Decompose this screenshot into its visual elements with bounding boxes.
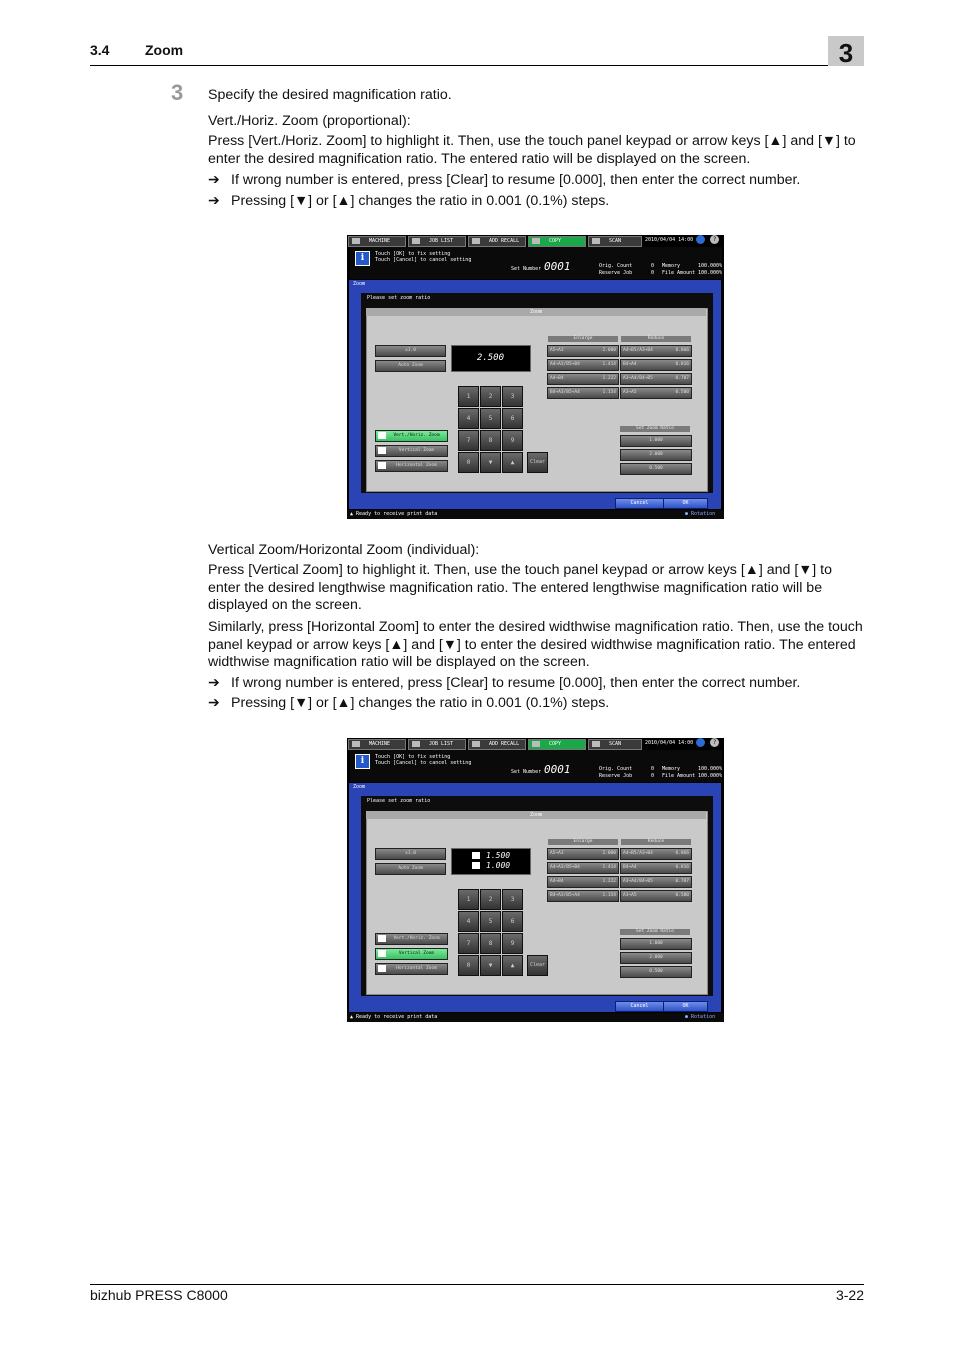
- message-line-1: Touch [OK] to fix setting: [375, 754, 451, 760]
- key-9[interactable]: 9: [502, 430, 523, 451]
- tab-copy[interactable]: COPY: [528, 739, 586, 750]
- status-text: ▲ Ready to receive print data: [350, 1014, 438, 1020]
- key-2[interactable]: 2: [480, 386, 501, 407]
- key-up-arrow[interactable]: ▲: [502, 955, 523, 976]
- enlarge-preset-4[interactable]: B4→A3/B5→A4 1.154: [547, 890, 619, 902]
- zoom-tab: Zoom: [353, 281, 366, 287]
- info-icon: i: [355, 754, 370, 769]
- reduce-preset-4[interactable]: A3→A5 0.500: [620, 890, 692, 902]
- header-rule: [90, 65, 864, 66]
- memory: 100.000%: [698, 766, 723, 772]
- ratio-value: 2.500: [476, 353, 504, 363]
- block2-paragraph-2: Similarly, press [Horizontal Zoom] to enter the desired widthwise magnification ratio. Then, use the touch panel keypad or arrow keys [▲] and [▼] to enter the desired widthwise magnification ratio. The entered widthwise magnification ratio will be displayed on the screen.: [208, 619, 863, 671]
- tab-add-recall[interactable]: ADD RECALL: [468, 739, 526, 750]
- tab-job-list[interactable]: JOB LIST: [408, 236, 466, 247]
- rotation-button[interactable]: ● Rotation: [685, 511, 716, 517]
- file-amount: 100.000%: [698, 773, 723, 779]
- arrow-icon: ➔: [208, 193, 220, 209]
- screenshot-proportional: [347, 235, 724, 519]
- horizontal-arrow-icon: [378, 965, 386, 972]
- reserve-job: 0: [651, 773, 655, 779]
- clear-button[interactable]: Clear: [527, 452, 548, 473]
- auto-zoom-button[interactable]: Auto Zoom: [375, 863, 446, 875]
- key-6[interactable]: 6: [502, 911, 523, 932]
- key-0[interactable]: 0: [458, 452, 479, 473]
- message-line-2: Touch [Cancel] to cancel setting: [375, 760, 472, 766]
- key-3[interactable]: 3: [502, 386, 523, 407]
- key-down-arrow[interactable]: ▼: [480, 452, 501, 473]
- vert-horiz-zoom-button[interactable]: Vert./Horiz. Zoom: [375, 933, 448, 945]
- tab-copy[interactable]: COPY: [528, 236, 586, 247]
- vertical-ratio-value: 1.500: [486, 851, 511, 860]
- footer-product: bizhub PRESS C8000: [90, 1287, 228, 1303]
- prompt: Please set zoom ratio: [367, 295, 431, 301]
- reduce-label: Reduce: [621, 839, 691, 845]
- orig-count-label: Orig. Count: [599, 766, 633, 772]
- block1-bullet-1: ➔ If wrong number is entered, press [Clear] to resume [0.000], then enter the correct number.: [208, 172, 801, 188]
- help-icon[interactable]: ?: [710, 738, 719, 747]
- key-5[interactable]: 5: [480, 408, 501, 429]
- orig-count: 0: [651, 766, 655, 772]
- clear-button[interactable]: Clear: [527, 955, 548, 976]
- panel-title: Zoom: [366, 308, 706, 316]
- reduce-preset-2[interactable]: B4→A4 0.816: [620, 359, 692, 371]
- key-4[interactable]: 4: [458, 911, 479, 932]
- set-number: 0001: [544, 763, 571, 776]
- enlarge-preset-3[interactable]: A4→B4 1.222: [547, 373, 619, 385]
- set-zoom-1[interactable]: 1.000: [620, 435, 692, 447]
- prompt: Please set zoom ratio: [367, 798, 431, 804]
- machine-icon: [352, 741, 360, 747]
- horizontal-arrow-icon: [472, 862, 480, 869]
- machine-icon: [352, 238, 360, 244]
- list-icon: [412, 741, 420, 747]
- enlarge-preset-1[interactable]: A5→A3 2.000: [547, 345, 619, 357]
- help-icon[interactable]: ?: [710, 235, 719, 244]
- set-zoom-1[interactable]: 1.000: [620, 938, 692, 950]
- ok-button[interactable]: OK: [663, 498, 708, 509]
- reduce-preset-1[interactable]: A4→B5/A3→B4 0.866: [620, 848, 692, 860]
- reduce-preset-3[interactable]: A3→A4/B4→B5 0.707: [620, 373, 692, 385]
- memory-label: Memory: [662, 263, 681, 269]
- memory: 100.000%: [698, 263, 723, 269]
- datetime: 2010/04/04 14:00: [645, 740, 694, 746]
- ratio-display: [451, 345, 531, 372]
- vert-horiz-icon: [378, 935, 386, 942]
- screenshot-individual: [347, 738, 724, 1022]
- file-amount-label: File Amount: [662, 773, 696, 779]
- vertical-arrow-icon: [378, 447, 386, 454]
- enlarge-preset-3[interactable]: A4→B4 1.222: [547, 876, 619, 888]
- vertical-zoom-button[interactable]: Vertical Zoom: [375, 948, 448, 960]
- key-8[interactable]: 8: [480, 933, 501, 954]
- key-8[interactable]: 8: [480, 430, 501, 451]
- auto-zoom-button[interactable]: Auto Zoom: [375, 360, 446, 372]
- ratio-display: [451, 848, 531, 875]
- tab-job-list[interactable]: JOB LIST: [408, 739, 466, 750]
- chapter-number: 3: [838, 38, 854, 68]
- horizontal-ratio-value: 1.000: [486, 861, 511, 870]
- message-line-2: Touch [Cancel] to cancel setting: [375, 257, 472, 263]
- vert-horiz-zoom-button[interactable]: Vert./Horiz. Zoom: [375, 430, 448, 442]
- reserve-job-label: Reserve Job: [599, 270, 633, 276]
- memory-label: Memory: [662, 766, 681, 772]
- set-zoom-3[interactable]: 0.500: [620, 463, 692, 475]
- set-zoom-ratio-label: Set Zoom Ratio: [620, 426, 690, 432]
- key-0[interactable]: 0: [458, 955, 479, 976]
- section-number: 3.4: [90, 42, 110, 58]
- orig-count-label: Orig. Count: [599, 263, 633, 269]
- arrow-icon: ➔: [208, 172, 220, 188]
- datetime: 2010/04/04 14:00: [645, 237, 694, 243]
- set-zoom-3[interactable]: 0.500: [620, 966, 692, 978]
- set-zoom-ratio-label: Set Zoom Ratio: [620, 929, 690, 935]
- globe-icon[interactable]: [696, 235, 705, 244]
- ok-button[interactable]: OK: [663, 1001, 708, 1012]
- list-icon: [412, 238, 420, 244]
- tab-add-recall[interactable]: ADD RECALL: [468, 236, 526, 247]
- key-9[interactable]: 9: [502, 933, 523, 954]
- block1-paragraph: Press [Vert./Horiz. Zoom] to highlight it. Then, use the touch panel keypad or arrow keys [▲] and [▼] to enter the desired magnification ratio. The entered ratio will be displayed on the screen.: [208, 133, 856, 167]
- set-number: 0001: [544, 260, 571, 273]
- section-title: Zoom: [145, 42, 184, 58]
- key-up-arrow[interactable]: ▲: [502, 452, 523, 473]
- block2-bullet-1: ➔ If wrong number is entered, press [Clear] to resume [0.000], then enter the correct number.: [208, 675, 801, 691]
- enlarge-label: Enlarge: [548, 336, 618, 342]
- info-icon: i: [355, 251, 370, 266]
- globe-icon[interactable]: [696, 738, 705, 747]
- footer-page: 3-22: [835, 1287, 864, 1303]
- key-7[interactable]: 7: [458, 933, 479, 954]
- enlarge-label: Enlarge: [548, 839, 618, 845]
- block2-paragraph-1: Press [Vertical Zoom] to highlight it. Then, use the touch panel keypad or arrow keys [▲] and [▼] to enter the desired lengthwise magnification ratio. The entered lengthwise magnification ratio will be displayed on the screen.: [208, 562, 833, 614]
- cancel-button[interactable]: Cancel: [615, 498, 664, 509]
- copy-icon: [532, 238, 540, 244]
- orig-count: 0: [651, 263, 655, 269]
- recall-icon: [472, 238, 480, 244]
- set-zoom-2[interactable]: 2.000: [620, 952, 692, 964]
- x1-button[interactable]: x1.0: [375, 848, 446, 860]
- key-5[interactable]: 5: [480, 911, 501, 932]
- key-1[interactable]: 1: [458, 889, 479, 910]
- reduce-preset-4[interactable]: A3→A5 0.500: [620, 387, 692, 399]
- block2-bullet-2: ➔ Pressing [▼] or [▲] changes the ratio in 0.001 (0.1%) steps.: [208, 695, 610, 711]
- block2-heading: Vertical Zoom/Horizontal Zoom (individual):: [208, 542, 480, 558]
- arrow-icon: ➔: [208, 695, 220, 711]
- key-down-arrow[interactable]: ▼: [480, 955, 501, 976]
- enlarge-preset-1[interactable]: A5→A3 2.000: [547, 848, 619, 860]
- step-number: 3: [171, 80, 184, 105]
- set-zoom-2[interactable]: 2.000: [620, 449, 692, 461]
- key-2[interactable]: 2: [480, 889, 501, 910]
- reduce-label: Reduce: [621, 336, 691, 342]
- reserve-job-label: Reserve Job: [599, 773, 633, 779]
- vert-horiz-icon: [378, 432, 386, 439]
- scan-icon: [592, 238, 600, 244]
- vertical-arrow-icon: [472, 852, 480, 859]
- enlarge-preset-4[interactable]: B4→A3/B5→A4 1.154: [547, 387, 619, 399]
- key-6[interactable]: 6: [502, 408, 523, 429]
- tab-machine[interactable]: MACHINE: [348, 739, 406, 750]
- key-1[interactable]: 1: [458, 386, 479, 407]
- enlarge-preset-2[interactable]: A4→A3/B5→B4 1.414: [547, 359, 619, 371]
- file-amount: 100.000%: [698, 270, 723, 276]
- set-number-label: Set Number: [511, 769, 542, 775]
- key-3[interactable]: 3: [502, 889, 523, 910]
- block1-heading: Vert./Horiz. Zoom (proportional):: [208, 113, 411, 129]
- reserve-job: 0: [651, 270, 655, 276]
- file-amount-label: File Amount: [662, 270, 696, 276]
- rotation-button[interactable]: ● Rotation: [685, 1014, 716, 1020]
- key-7[interactable]: 7: [458, 430, 479, 451]
- copy-icon: [532, 741, 540, 747]
- x1-button[interactable]: x1.0: [375, 345, 446, 357]
- cancel-button[interactable]: Cancel: [615, 1001, 664, 1012]
- reduce-preset-2[interactable]: B4→A4 0.816: [620, 862, 692, 874]
- reduce-preset-1[interactable]: A4→B5/A3→B4 0.866: [620, 345, 692, 357]
- step-text: Specify the desired magnification ratio.: [208, 87, 452, 103]
- tab-machine[interactable]: MACHINE: [348, 236, 406, 247]
- arrow-icon: ➔: [208, 675, 220, 691]
- footer-rule: [90, 1284, 864, 1285]
- reduce-preset-3[interactable]: A3→A4/B4→B5 0.707: [620, 876, 692, 888]
- vertical-zoom-button[interactable]: Vertical Zoom: [375, 445, 448, 457]
- tab-scan[interactable]: SCAN: [588, 739, 642, 750]
- panel-title: Zoom: [366, 811, 706, 819]
- message-line-1: Touch [OK] to fix setting: [375, 251, 451, 257]
- scan-icon: [592, 741, 600, 747]
- tab-scan[interactable]: SCAN: [588, 236, 642, 247]
- recall-icon: [472, 741, 480, 747]
- enlarge-preset-2[interactable]: A4→A3/B5→B4 1.414: [547, 862, 619, 874]
- horizontal-arrow-icon: [378, 462, 386, 469]
- set-number-label: Set Number: [511, 266, 542, 272]
- horizontal-zoom-button[interactable]: Horizontal Zoom: [375, 963, 448, 975]
- vertical-arrow-icon: [378, 950, 386, 957]
- key-4[interactable]: 4: [458, 408, 479, 429]
- horizontal-zoom-button[interactable]: Horizontal Zoom: [375, 460, 448, 472]
- zoom-tab: Zoom: [353, 784, 366, 790]
- status-text: ▲ Ready to receive print data: [350, 511, 438, 517]
- block1-bullet-2: ➔ Pressing [▼] or [▲] changes the ratio in 0.001 (0.1%) steps.: [208, 193, 610, 209]
